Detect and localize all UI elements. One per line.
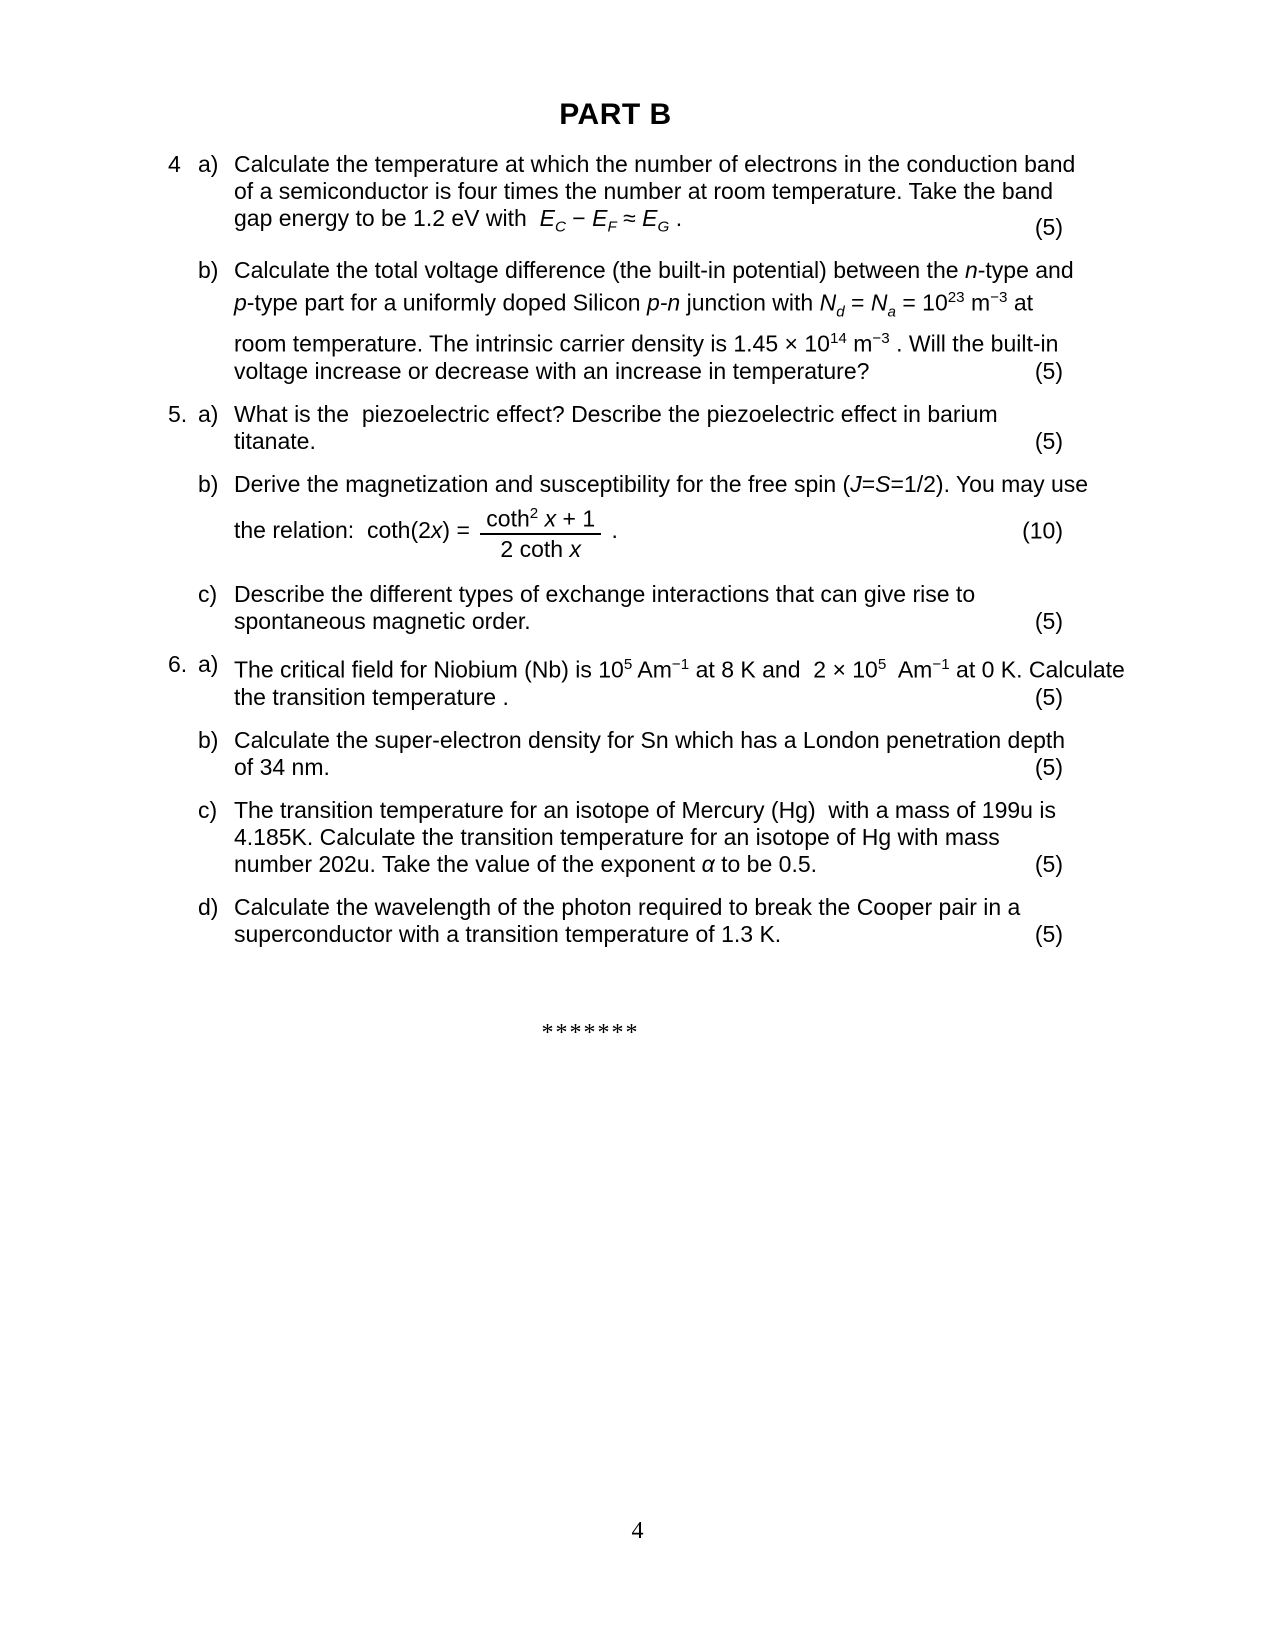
fraction-denominator <box>480 535 601 563</box>
question-line <box>234 726 1066 754</box>
question-number: 4 <box>168 151 181 177</box>
part-label: b) <box>198 470 219 497</box>
text-segment: E <box>592 205 608 231</box>
question-line <box>234 684 1063 711</box>
question-line <box>234 428 1063 455</box>
text-segment: 2 <box>529 504 539 522</box>
part-label: b) <box>198 726 219 753</box>
footer-stars: ******* <box>541 1019 640 1046</box>
document-content <box>168 98 1125 1047</box>
text-segment: J <box>850 470 862 497</box>
text-segment: -type and <box>977 256 1074 283</box>
question-line <box>234 358 1063 385</box>
text-segment: −3 <box>872 329 890 347</box>
question-part <box>168 797 1063 878</box>
marks-badge: (5) <box>1034 357 1063 384</box>
text-segment: 5 <box>877 656 887 674</box>
question-part <box>168 651 1125 711</box>
text-segment: S <box>875 470 891 497</box>
text-segment: 5 <box>623 656 633 674</box>
text-segment: −3 <box>990 288 1008 306</box>
text-segment: . Will the built-in <box>889 330 1059 357</box>
text-segment: p-n <box>646 289 681 316</box>
text-segment: ≈ <box>616 205 643 231</box>
text-segment: junction with <box>680 289 820 316</box>
question-line <box>234 651 1125 684</box>
text-segment: Calculate the wavelength of the photon required to break the Cooper pair in a <box>234 893 1021 920</box>
question-line <box>234 754 1063 781</box>
text-segment: n <box>964 256 978 283</box>
question-line <box>234 797 1063 824</box>
question-line <box>234 325 1063 358</box>
text-segment: The critical field for Niobium (Nb) is 10 <box>234 656 624 683</box>
text-segment: x <box>569 536 581 563</box>
part-label: d) <box>198 893 219 920</box>
text-segment: a <box>887 302 896 320</box>
fraction <box>480 500 601 564</box>
text-segment: What is the piezoelectric effect? Describe the piezoelectric effect in barium <box>234 400 998 427</box>
text-segment: the transition temperature . <box>234 683 509 710</box>
marks-badge: (5) <box>1034 753 1063 780</box>
question-line <box>234 284 1063 325</box>
text-segment: to be 0.5. <box>714 850 818 877</box>
text-segment: 4.185K. Calculate the transition temperature for an isotope of Hg with mass <box>234 823 1000 850</box>
question-line <box>234 498 1063 566</box>
text-segment: Am <box>632 656 672 683</box>
text-segment: -type part for a uniformly doped Silicon <box>246 289 647 316</box>
question-part <box>168 470 1089 566</box>
part-label: a) <box>198 151 219 177</box>
marks-badge: (10) <box>1022 517 1063 544</box>
question-line <box>234 470 1089 498</box>
text-segment: Calculate the temperature at which the number of electrons in the conduction band <box>234 151 1076 177</box>
text-segment: = 10 <box>895 289 948 316</box>
text-segment: x <box>430 516 443 543</box>
text-segment: = <box>861 470 876 497</box>
text-segment: m <box>846 330 873 357</box>
page-title: PART B <box>559 98 672 131</box>
part-label: a) <box>198 400 219 427</box>
text-segment: G <box>657 218 670 236</box>
text-segment: − <box>565 205 593 231</box>
part-label: a) <box>198 651 219 678</box>
text-segment: the relation: coth(2 <box>234 516 431 543</box>
text-segment: at <box>1007 289 1034 316</box>
question-part <box>168 726 1066 781</box>
text-segment: F <box>607 218 617 236</box>
fraction-numerator <box>480 500 601 536</box>
question-part <box>168 581 1063 635</box>
text-segment: Derive the magnetization and susceptibility for the free spin ( <box>234 470 851 497</box>
text-segment: N <box>870 289 888 316</box>
part-label: c) <box>198 796 218 823</box>
question-part <box>168 256 1074 385</box>
question-part <box>168 401 1063 455</box>
text-segment: 14 <box>829 329 847 347</box>
question-part <box>168 151 1076 241</box>
question-part <box>168 894 1063 948</box>
question-line <box>234 401 1063 428</box>
question-line <box>234 851 1063 878</box>
question-line <box>234 608 1063 635</box>
part-label: b) <box>198 256 219 283</box>
text-segment: + 1 <box>556 505 596 532</box>
question-number: 6. <box>168 651 188 678</box>
text-segment: d <box>836 302 845 320</box>
text-segment: Describe the different types of exchange interactions that can give rise to <box>234 581 976 608</box>
text-segment: =1/2). You may use <box>890 470 1089 497</box>
text-segment: 2 coth <box>500 536 570 563</box>
text-segment: E <box>642 205 658 231</box>
questions-container <box>168 151 1125 948</box>
text-segment: −1 <box>932 656 950 674</box>
text-segment: m <box>964 289 991 316</box>
part-label: c) <box>198 581 218 608</box>
text-segment: −1 <box>671 656 690 674</box>
text-segment: at 0 K. Calculate <box>949 656 1125 683</box>
text-segment: of 34 nm. <box>234 753 330 780</box>
text-segment: . <box>669 205 683 231</box>
question-line <box>234 894 1063 921</box>
text-segment: . <box>605 516 618 543</box>
marks-badge: (5) <box>1034 608 1063 635</box>
question-line <box>234 151 1076 178</box>
text-segment: Calculate the super-electron density for Sn which has a London penetration depth <box>234 726 1066 753</box>
text-segment: p <box>234 289 247 316</box>
text-segment: Am <box>886 656 933 683</box>
text-segment: = <box>844 289 871 316</box>
text-segment: E <box>539 205 555 231</box>
text-segment: coth <box>486 505 530 532</box>
text-segment: C <box>554 218 566 236</box>
text-segment: 23 <box>947 288 965 306</box>
text-segment: superconductor with a transition temperature of 1.3 K. <box>234 920 782 947</box>
marks-badge: (5) <box>1034 920 1063 947</box>
marks-badge: (5) <box>1034 213 1063 240</box>
text-segment: x <box>544 505 557 532</box>
text-segment: The transition temperature for an isotope of Mercury (Hg) with a mass of 199u is <box>234 796 1056 823</box>
question-line <box>234 178 1063 205</box>
text-segment: gap energy to be 1.2 eV with <box>234 205 540 231</box>
question-line <box>234 205 1063 241</box>
page-number: 4 <box>631 1518 644 1544</box>
question-line <box>234 581 1063 608</box>
text-segment: room temperature. The intrinsic carrier density is <box>234 330 734 357</box>
marks-badge: (5) <box>1034 683 1063 710</box>
text-segment: N <box>819 289 837 316</box>
question-line <box>234 824 1063 851</box>
text-segment: voltage increase or decrease with an increase in temperature? <box>234 357 870 384</box>
marks-badge: (5) <box>1034 427 1063 454</box>
text-segment: 1.45 × 10 <box>733 330 830 357</box>
text-segment: at 8 K and 2 × 10 <box>689 656 878 683</box>
text-segment: of a semiconductor is four times the number at room temperature. Take the band <box>234 178 1054 204</box>
text-segment: α <box>701 850 715 877</box>
text-segment: Calculate the total voltage difference (the built-in potential) between the <box>234 256 965 283</box>
text-segment: spontaneous magnetic order. <box>234 608 531 635</box>
text-segment: ) = <box>442 516 477 543</box>
question-number: 5. <box>168 400 188 427</box>
marks-badge: (5) <box>1034 850 1063 877</box>
text-segment: number 202u. Take the value of the exponent <box>234 850 702 877</box>
question-line <box>234 921 1063 948</box>
text-segment: titanate. <box>234 427 316 454</box>
question-line <box>234 256 1074 284</box>
